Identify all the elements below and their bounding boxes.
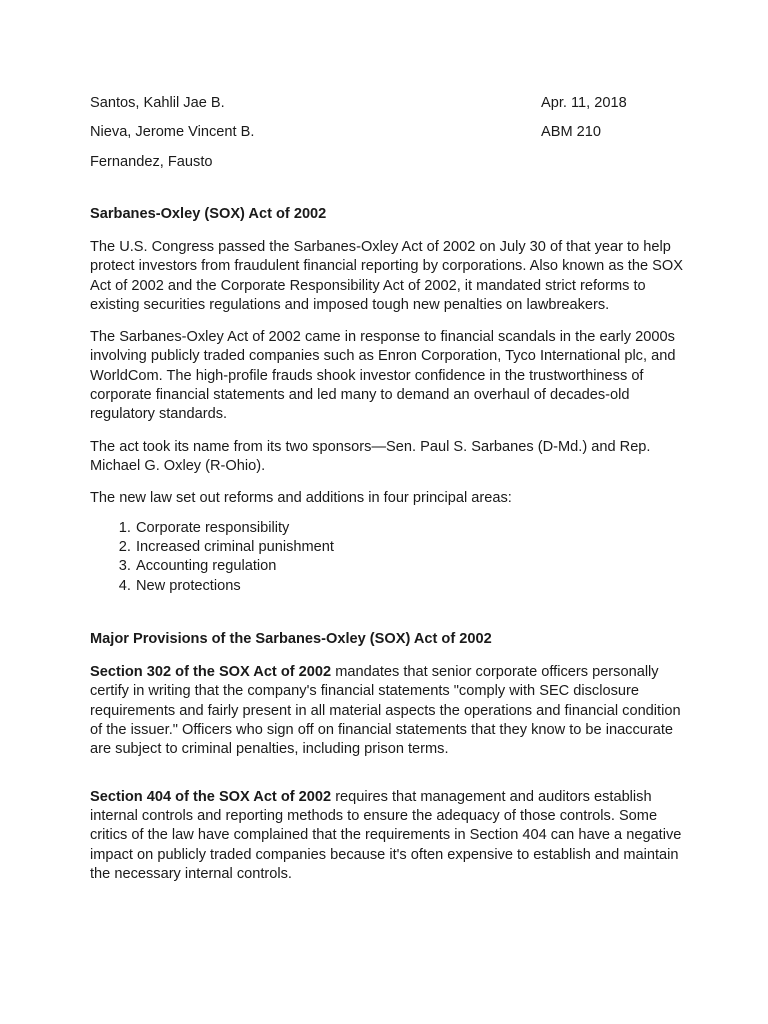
section-302-title: Section 302 of the SOX Act of 2002 (90, 664, 332, 681)
document-body (90, 205, 690, 884)
author-name-3: Fernandez, Fausto (90, 154, 213, 170)
paragraph-section-302 (90, 663, 690, 759)
paragraph-background: The Sarbanes-Oxley Act of 2002 came in response to financial scandals in the early 2000s involving publicly traded companies such as Enron Corporation, Tyco International plc, and WorldCom. The high-profile frauds shook investor confidence in the trustworthiness of corporate financial statements and led many to demand an overhaul of decades-old regulatory standards. (90, 329, 676, 423)
section-heading-sox: Sarbanes-Oxley (SOX) Act of 2002 (90, 206, 327, 222)
paragraph-intro: The U.S. Congress passed the Sarbanes-Oxley Act of 2002 on July 30 of that year to help protect investors from fraudulent financial reporting by corporations. Also known as the SOX Act of 2002 and the Corporate Responsibility Act of 2002, it mandated strict reforms to existing securities regulations and imposed tough new penalties on lawbreakers. (90, 239, 683, 313)
document-date: Apr. 11, 2018 (541, 95, 627, 111)
section-heading-provisions: Major Provisions of the Sarbanes-Oxley (SOX) Act of 2002 (90, 631, 492, 648)
class-section: ABM 210 (541, 124, 602, 140)
author-name-2: Nieva, Jerome Vincent B. (90, 124, 255, 140)
list-item: 4. New protections (135, 577, 690, 596)
principal-areas-list (90, 519, 690, 597)
list-item: 3. Accounting regulation (135, 557, 690, 576)
paragraph-section-404 (90, 788, 690, 884)
section-404-text: requires that management and auditors establish internal controls and reporting methods to ensure the adequacy of those controls. Some critics of the law have complained that the requirements in Section 404 can have a negative impact on publicly traded companies because it's often expensive to establish and maintain the necessary internal controls. (90, 788, 682, 882)
paragraph-sponsors: The act took its name from its two sponsors—Sen. Paul S. Sarbanes (D-Md.) and Rep. Michael G. Oxley (R-Ohio). (90, 438, 651, 474)
list-item: 1. Corporate responsibility (135, 519, 690, 538)
section-302-text: mandates that senior corporate officers personally certify in writing that the company's financial statements "comply with SEC disclosure requirements and fairly present in all material aspects the operations and financial condition of the issuer." Officers who sign off on financial statements that they know to be inaccurate are subject to criminal penalties, including prison terms. (90, 664, 681, 758)
author-name-1: Santos, Kahlil Jae B. (90, 95, 225, 111)
section-404-title: Section 404 of the SOX Act of 2002 (90, 788, 332, 805)
paragraph-areas-intro: The new law set out reforms and additions in four principal areas: (90, 490, 512, 507)
list-item: 2. Increased criminal punishment (135, 538, 690, 557)
